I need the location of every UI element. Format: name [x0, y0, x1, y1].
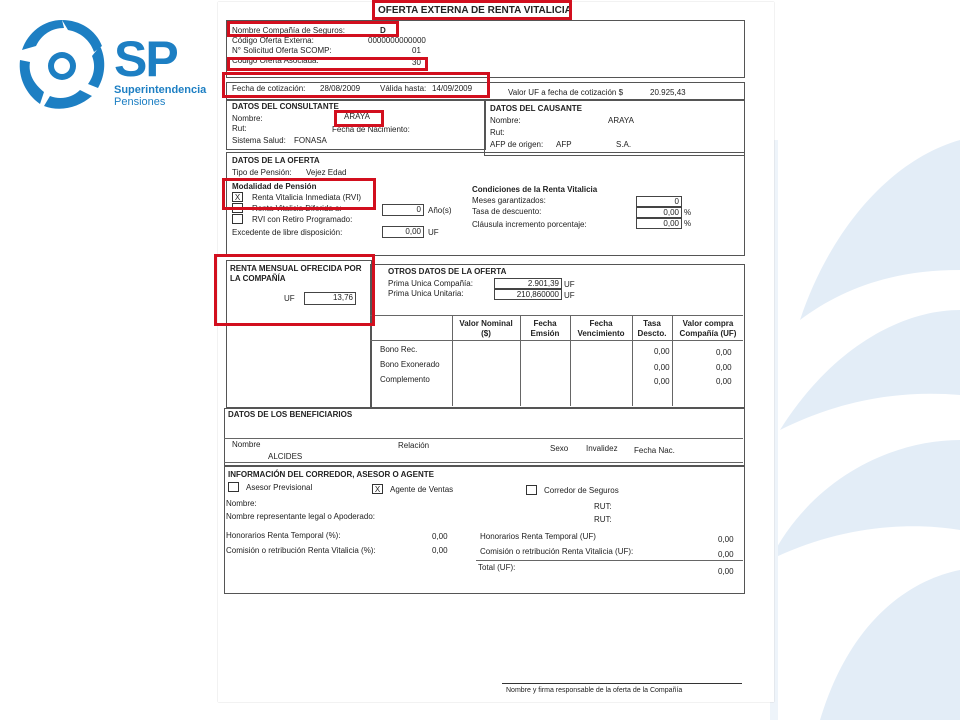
- tasa-label: Tasa de descuento:: [472, 207, 542, 216]
- causante-rut-label: Rut:: [490, 128, 505, 137]
- beneficiarios-heading: DATOS DE LOS BENEFICIARIOS: [228, 410, 353, 419]
- causante-afp-value: AFP: [556, 140, 572, 149]
- bonos-col-line-1: [452, 315, 453, 406]
- clausula-label: Cláusula incremento porcentaje:: [472, 220, 587, 229]
- clausula-field[interactable]: 0,00: [636, 218, 682, 229]
- com-vit-uf-value: 0,00: [718, 550, 734, 559]
- corredor-nombre-label: Nombre:: [226, 499, 257, 508]
- corredor-seguros-label: Corredor de Seguros: [544, 486, 619, 495]
- codigo-oferta-label: Código Oferta Externa:: [232, 36, 314, 45]
- otros-heading: OTROS DATOS DE LA OFERTA: [388, 267, 507, 276]
- highlight-title: [372, 0, 572, 20]
- signature-line: [502, 683, 742, 684]
- consultante-rut-label: Rut:: [232, 124, 247, 133]
- beneficiarios-col-nombre: Nombre: [232, 440, 261, 449]
- bono-rec-valor: 0,00: [716, 348, 732, 357]
- renta-heading-line1: RENTA MENSUAL OFRECIDA POR: [230, 264, 362, 273]
- diferida-years-field[interactable]: 0: [382, 204, 424, 216]
- agente-label: Agente de Ventas: [390, 485, 454, 494]
- solicitud-label: N° Solicitud Oferta SCOMP:: [232, 46, 332, 55]
- consultante-nombre-value: ARAYA: [344, 112, 370, 121]
- causante-afp-suffix: S.A.: [616, 140, 632, 149]
- highlight-modalidad: [222, 178, 376, 210]
- bonos-header-fecha-emision: Fecha Emsión: [530, 319, 560, 338]
- fecha-cotizacion-label: Fecha de cotización:: [232, 84, 306, 93]
- prima-unitaria-field[interactable]: 210,860000: [494, 289, 562, 300]
- logo-hands-icon: [14, 16, 110, 112]
- nombre-compania-label: Nombre Compañía de Seguros:: [232, 26, 345, 35]
- tipo-pension-value: Vejez Edad: [306, 168, 347, 177]
- meses-label: Meses garantizados:: [472, 196, 546, 205]
- asesor-checkbox[interactable]: [228, 482, 239, 492]
- excedente-field[interactable]: 0,00: [382, 226, 424, 238]
- corredor-rut-label-1: RUT:: [594, 502, 612, 511]
- bono-rec-label: Bono Rec.: [380, 345, 418, 354]
- oferta-asociada-value: 30: [412, 58, 421, 67]
- oferta-asociada-label: Código Oferta Asociada:: [232, 56, 319, 65]
- highlight-fechas: [222, 72, 490, 98]
- consultante-heading: DATOS DEL CONSULTANTE: [232, 102, 339, 111]
- asesor-label: Asesor Previsional: [246, 483, 313, 492]
- logo-line2: Pensiones: [114, 96, 166, 108]
- prima-compania-unit: UF: [564, 280, 575, 289]
- diferida-label: Renta Vitalicia Diferida a:: [252, 204, 342, 213]
- consultante-salud-value: FONASA: [294, 136, 327, 145]
- clausula-unit: %: [684, 219, 692, 228]
- complemento-label: Complemento: [380, 375, 430, 384]
- com-vit-uf-label: Comisión o retribución Renta Vitalicia (UF):: [480, 547, 634, 556]
- causante-heading: DATOS DEL CAUSANTE: [490, 104, 583, 113]
- valida-hasta-label: Válida hasta:: [380, 84, 427, 93]
- rvi-checkbox[interactable]: X: [232, 192, 243, 202]
- prima-compania-label: Prima Unica Compañía:: [388, 279, 473, 288]
- hon-temp-uf-value: 0,00: [718, 535, 734, 544]
- prima-compania-field[interactable]: 2.901,39: [494, 278, 562, 289]
- hon-temp-pct-value: 0,00: [432, 532, 448, 541]
- beneficiarios-col-relacion: Relación: [398, 441, 430, 450]
- corredor-seguros-checkbox[interactable]: [526, 485, 537, 495]
- logo-acronym: SP: [114, 31, 177, 87]
- bono-rec-tasa: 0,00: [654, 347, 670, 356]
- renta-heading-line2: LA COMPAÑÍA: [230, 274, 286, 283]
- bonos-header-bottom-line: [370, 340, 743, 341]
- beneficiarios-row-line: [224, 462, 743, 463]
- highlight-consultante-nombre: [334, 110, 384, 127]
- bonos-header-tasa: Tasa Descto.: [637, 319, 667, 338]
- bonos-col-line-2: [520, 315, 521, 406]
- diferida-unit: Año(s): [428, 206, 452, 215]
- bonos-col-line-3: [570, 315, 571, 406]
- total-separator-line: [476, 560, 743, 561]
- tasa-field[interactable]: 0,00: [636, 207, 682, 218]
- watermark-hands-graphic: [770, 140, 960, 720]
- com-vit-pct-label: Comisión o retribución Renta Vitalicia (%):: [226, 546, 376, 555]
- renta-uf-label: UF: [284, 294, 295, 303]
- rvi-label: Renta Vitalicia Inmediata (RVI): [252, 193, 362, 202]
- modalidad-heading: Modalidad de Pensión: [232, 182, 317, 191]
- beneficiarios-col-invalidez: Invalidez: [586, 444, 618, 453]
- beneficiarios-header-line: [224, 438, 743, 439]
- solicitud-value: 01: [412, 46, 421, 55]
- corredor-rut-label-2: RUT:: [594, 515, 612, 524]
- signature-caption: Nombre y firma responsable de la oferta de la Compañía: [506, 687, 683, 694]
- fecha-cotizacion-value: 28/08/2009: [320, 84, 361, 93]
- bonos-header-valor-compra: Valor compra Compañía (UF): [679, 319, 737, 338]
- consultante-nombre-label: Nombre:: [232, 114, 263, 123]
- sp-logo: [14, 16, 207, 112]
- causante-nombre-label: Nombre:: [490, 116, 521, 125]
- document-page: [218, 2, 774, 702]
- retiro-label: RVI con Retiro Programado:: [252, 215, 353, 224]
- valor-uf-value: 20.925,43: [650, 88, 686, 97]
- tipo-pension-label: Tipo de Pensión:: [232, 168, 292, 177]
- nombre-compania-value: D: [380, 26, 386, 35]
- complemento-valor: 0,00: [716, 377, 732, 386]
- excedente-unit: UF: [428, 228, 439, 237]
- logo-line1: Superintendencia: [114, 84, 207, 96]
- bonos-col-line-5: [672, 315, 673, 406]
- representante-label: Nombre representante legal o Apoderado:: [226, 512, 375, 521]
- hon-temp-uf-label: Honorarios Renta Temporal (UF): [480, 532, 596, 541]
- total-value: 0,00: [718, 567, 734, 576]
- corredor-heading: INFORMACIÓN DEL CORREDOR, ASESOR O AGENTE: [228, 470, 434, 479]
- meses-field[interactable]: 0: [636, 196, 682, 207]
- bono-exonerado-tasa: 0,00: [654, 363, 670, 372]
- bonos-header-fecha-vencimiento: Fecha Vencimiento: [577, 319, 625, 338]
- retiro-checkbox[interactable]: [232, 214, 243, 224]
- bonos-header-valor-nominal: Valor Nominal ($): [459, 319, 513, 338]
- causante-nombre-value: ARAYA: [608, 116, 634, 125]
- oferta-heading: DATOS DE LA OFERTA: [232, 156, 320, 165]
- valor-uf-label: Valor UF a fecha de cotización $: [508, 88, 624, 97]
- document-title: OFERTA EXTERNA DE RENTA VITALICIA: [378, 5, 572, 16]
- consultante-nacimiento-label: Fecha de Nacimiento:: [332, 125, 410, 134]
- condiciones-heading: Condiciones de la Renta Vitalicia: [472, 185, 598, 194]
- valida-hasta-value: 14/09/2009: [432, 84, 473, 93]
- beneficiarios-col-sexo: Sexo: [550, 444, 569, 453]
- prima-unitaria-label: Prima Unica Unitaria:: [388, 289, 464, 298]
- agente-checkbox[interactable]: X: [372, 484, 383, 494]
- bonos-col-line-4: [632, 315, 633, 406]
- renta-uf-field[interactable]: 13,76: [304, 292, 356, 305]
- causante-afp-label: AFP de origen:: [490, 140, 544, 149]
- highlight-nombre-compania: [227, 21, 399, 37]
- codigo-oferta-value: 0000000000000: [368, 36, 426, 45]
- bonos-header-top-line: [370, 315, 743, 316]
- highlight-renta-mensual: [214, 254, 375, 326]
- excedente-label: Excedente de libre disposición:: [232, 228, 343, 237]
- bono-exonerado-label: Bono Exonerado: [380, 360, 440, 369]
- complemento-tasa: 0,00: [654, 377, 670, 386]
- hon-temp-pct-label: Honorarios Renta Temporal (%):: [226, 531, 341, 540]
- bono-exonerado-valor: 0,00: [716, 363, 732, 372]
- prima-unitaria-unit: UF: [564, 291, 575, 300]
- beneficiarios-col-fecha: Fecha Nac.: [634, 446, 675, 455]
- beneficiario-row-name: ALCIDES: [268, 452, 303, 461]
- com-vit-pct-value: 0,00: [432, 546, 448, 555]
- highlight-oferta-asociada: [227, 57, 428, 71]
- total-label: Total (UF):: [478, 563, 516, 572]
- consultante-salud-label: Sistema Salud:: [232, 136, 286, 145]
- tasa-unit: %: [684, 208, 692, 217]
